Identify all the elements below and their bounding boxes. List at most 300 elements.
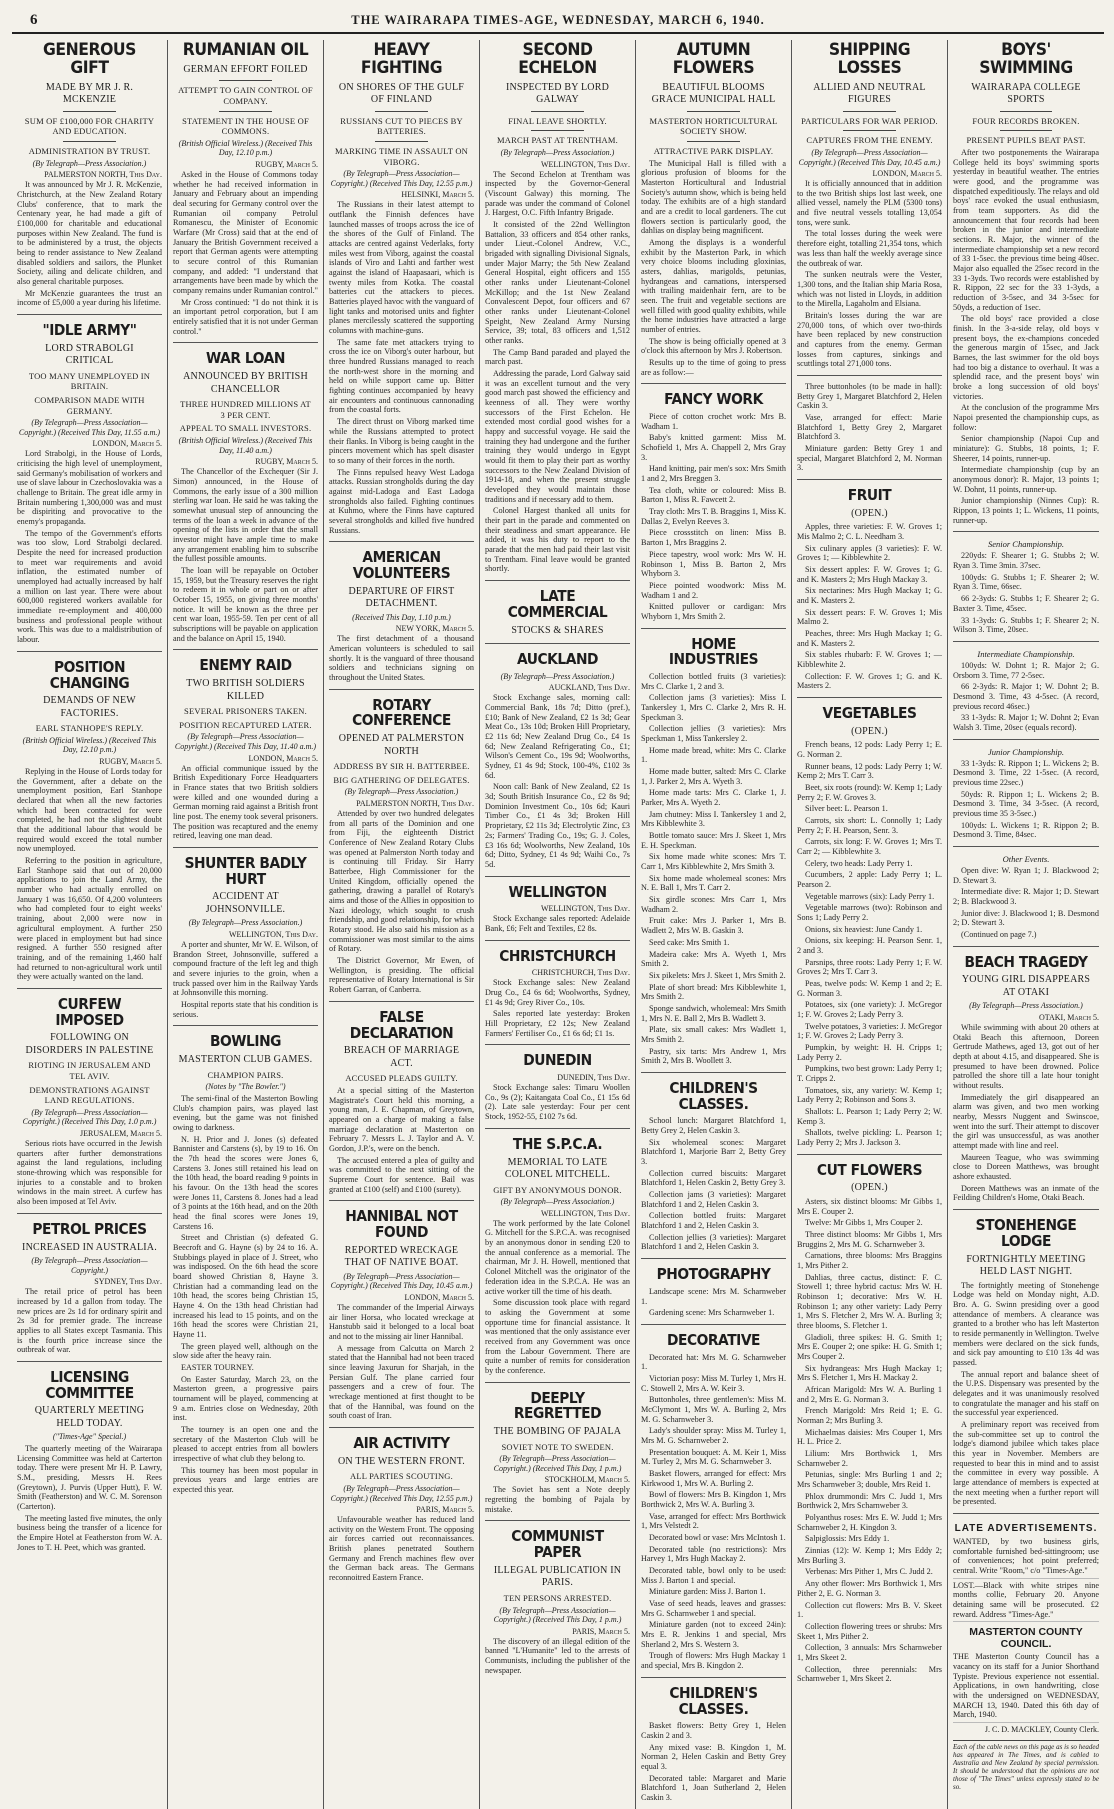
- deck-line: (OPEN.): [851, 507, 888, 519]
- paragraph: It consisted of the 22nd Wellington Battalion, 33 officers and 854 other ranks, under Lieut.-Colonel Andrew, V.C., brigaded with signalling Divisional Signals, under Major Marry; the 5th New Zealand General Hospital, eight officers and 155 other ranks under Lieutenant-Colonel McKillop; and the 1st New Zealand Convalescent Depot, four officers and 67 other ranks under Lieutenant-Colonel Speight, New Zealand Army Nursing Service, 39; total, 83 officers and 1,512 other ranks.: [485, 219, 630, 345]
- deck-line: MARCH PAST AT TRENTHAM.: [497, 135, 618, 146]
- dateline: RUGBY, March 5.: [99, 757, 162, 767]
- wire-credit: (By Telegraph—Press Association.): [500, 671, 615, 681]
- dateline: STOCKHOLM, March 5.: [544, 1475, 630, 1485]
- paragraph: Trough of flowers: Mrs Hugh Mackay 1 and special, Mrs B. Kingdon 2.: [641, 1651, 786, 1671]
- paragraph: Noon call: Bank of New Zealand, £2 1s 3d; South British Insurance Co., £2 8s 9d; Dominion Investment Co., 10s 6d; Kauri Timber Co., £1 4s 3d; Broken Hill Proprietary, £2 11s 3d; Electrolytic Zinc, £3 2s; Farmers' Trading Co., 19s; G. J. Coles, £3 16s 6d; Woolworths, New Zealand, 10s 6d; Ditto, Sydney, £1 4s 9d; Waihi Co., 7s 5d.: [485, 782, 630, 869]
- article: [485, 1044, 630, 1121]
- deck-line: SUM OF £100,000 FOR CHARITY AND EDUCATION.: [24, 115, 155, 137]
- article: [641, 42, 786, 377]
- paragraph: Piece crossstitch on linen: Miss B. Barton 1, Mrs Braggins 2.: [641, 528, 786, 548]
- article: [953, 531, 1099, 634]
- paragraph: The District Governor, Mr Ewen, of Wellington, is presiding. The official representative of Rotary International is Sir Robert Garran, of Canberra.: [329, 956, 474, 995]
- paragraph: The tempo of the Government's efforts was too slow, Lord Strabolgi declared. Despite the need for increased production to meet war requirements and avoid inflation, the estimated number of unemployed had actually increased by half a million on last year. There were about 600,000 registered workers available for immediate re-employment and 400,000 business and professional people without work. This was due to a maldistribution of labour.: [17, 528, 162, 645]
- article: [953, 1209, 1099, 1507]
- paragraph: Onions, six keeping: H. Pearson Senr. 1, 2 and 3.: [797, 936, 942, 955]
- article: [329, 541, 474, 682]
- deck-line: ADMINISTRATION BY TRUST.: [28, 145, 151, 156]
- dateline: SYDNEY, This Day.: [94, 1277, 162, 1287]
- headline: CHILDREN'S CLASSES.: [669, 1078, 758, 1113]
- paragraph: Six wholemeal scones: Margaret Blatchford 1, Marjorie Barr 2, Betty Grey 3.: [641, 1137, 786, 1167]
- paragraph: Lady's shoulder spray: Miss M. Turley 1, Mrs M. G. Scharnweber 2.: [641, 1426, 786, 1446]
- paragraph: Results up to the time of going to press are as follow:—: [641, 358, 786, 377]
- paragraph: After two postponements the Wairarapa College held its boys' swimming sports yesterday in beautiful weather. The entries were good, and the programme was dispatched expeditiously. The relays and old boys' race evoked the usual enthusiasm, from team supporters. As did the announcement that four records had been broken in the junior and intermediate sections. R. Major, the winner of the intermediate championship set a new record of 33 1-5sec. the previous time being 40sec. Major also equalled the 25sec record in the 33 1-3yds. Two records were established by R. Rippon, 22 sec for the 33 1-3yds, a reduction of 3-5sec, and 34 3-5sec for 50yds, a reduction of 1sec.: [953, 147, 1099, 312]
- paragraph: Six culinary apples (3 varieties): F. W. Groves 1; — Kibblewhite 2.: [797, 543, 942, 563]
- paragraph: (Continued on page 7.): [961, 929, 1037, 939]
- headline: BOYS' SWIMMING: [979, 40, 1073, 78]
- paragraph: African Marigold: Mrs W. A. Burling 1 and 2, Mrs E. G. Norman 3.: [797, 1385, 942, 1404]
- deck-line: ATTEMPT TO GAIN CONTROL OF COMPANY.: [178, 85, 313, 106]
- headline: DEEPLY REGRETTED: [513, 1388, 602, 1423]
- headline: LICENSING COMMITTEE: [45, 1367, 134, 1402]
- headline: FALSE DECLARATION: [349, 1007, 454, 1042]
- divider-rule: [1000, 130, 1053, 131]
- headline: POSITION CHANGING: [49, 657, 130, 692]
- paragraph: Collection, 3 annuals: Mrs Scharnweber 1, Mrs Skeet 2.: [797, 1643, 942, 1662]
- notice-heading: MASTERTON COUNTY COUNCIL.: [969, 1626, 1083, 1651]
- paragraph: While swimming with about 20 others at Otaki Beach this afternoon, Doreen Gertrude Mathews, aged 13, got out of her depth at about 4.15, and disappeared. She is presumed to have been drowned. Police patrolled the shore till a late hour tonight without results.: [953, 1022, 1099, 1090]
- headline: ENEMY RAID: [199, 656, 292, 675]
- dateline: HELSINKI, March 5.: [401, 190, 474, 200]
- paragraph: Vegetable marrows (six): Lady Perry 1.: [805, 891, 935, 901]
- divider-rule: [219, 80, 271, 81]
- paragraph: Six girdle scones: Mrs Carr 1, Mrs Wadham 2.: [641, 895, 786, 914]
- paragraph: The first detachment of a thousand American volunteers is scheduled to sail shortly. It is the vanguard of three thousand soldiers and technicians signing on throughout the United States.: [329, 634, 474, 682]
- paragraph: A preliminary report was received from the sub-committee set up to control the lodge's diamond jubilee which takes place this year in November. Members are requested to bear this in mind and to assist the committee in every way possible. A large attendance of members is expected at the next meeting when a further report will be presented.: [953, 1419, 1099, 1507]
- dateline: JERUSALEM, March 5.: [79, 1129, 162, 1139]
- paragraph: Beet, six roots (round): W. Kemp 1; Lady Perry 2; F. W. Groves 3.: [797, 782, 942, 802]
- article: [641, 1258, 786, 1318]
- paragraph: Collection jellies (3 varieties): Mrs Speckman 1, Miss Tankersley 2.: [641, 724, 786, 744]
- dateline: OTAKI, March 5.: [1038, 1012, 1099, 1022]
- paragraph: Gladioli, three spikes: H. G. Smith 1; Mrs E. Couper 2; one spike: H. G. Smith 1; Mrs Couper 2.: [797, 1332, 942, 1362]
- deck-line: SOVIET NOTE TO SWEDEN.: [501, 1441, 614, 1452]
- headline: WAR LOAN: [206, 349, 285, 368]
- paragraph: Home made bread, white: Mrs C. Clarke 1.: [641, 745, 786, 765]
- paragraph: Miniature garden: Miss J. Barton 1.: [649, 1587, 766, 1597]
- wire-credit: (By Telegraph—Press Association.): [500, 1197, 615, 1207]
- column-4: [480, 40, 636, 1809]
- deck-line: BIG GATHERING OF DELEGATES.: [333, 774, 470, 785]
- section-subheading: Other Events.: [1002, 853, 1050, 864]
- paragraph: 66 2-3yds: R. Major 1; W. Dohnt 2; B. Desmond 3. Time, 43 4-5sec. (A record, previous record 46sec.): [953, 682, 1099, 711]
- deck-line: MADE BY MR J. R. MCKENZIE: [45, 81, 134, 106]
- paragraph: Street and Christian (s) defeated G. Beecroft and G. Hayne (s) by 24 to 16. A. Stubbings played in place of J. Street, who was indisposed. On the 6th head the score board showed Christian 8, Hayne 3. Christian had a commanding lead on the 10th head, the scores being Christian 15, Hayne 4. On the 13th head Christian had increased his lead to 15 points, and on the 16th head the scores were Christian 21, Hayne 11.: [173, 1233, 318, 1339]
- deck-line: LORD STRABOLGI CRITICAL: [45, 342, 134, 367]
- deck-line: FORTNIGHTLY MEETING HELD LAST NIGHT.: [966, 1253, 1086, 1278]
- headline: HOME INDUSTRIES: [668, 634, 759, 669]
- dateline: WELLINGTON, This Day.: [540, 159, 630, 169]
- paragraph: Seed cake: Mrs Smith 1.: [649, 937, 730, 947]
- deck-line: GIFT BY ANONYMOUS DONOR.: [493, 1184, 622, 1195]
- article: [953, 846, 1099, 940]
- paragraph: Home made tarts: Mrs C. Clarke 1, J. Parker, Mrs A. Wyeth 2.: [641, 788, 786, 808]
- paragraph: Six pikelets: Mrs J. Skeet 1, Mrs Smith 2.: [649, 970, 786, 980]
- article: [329, 689, 474, 995]
- article: [485, 580, 630, 637]
- deck-line: ACCUSED PLEADS GUILTY.: [345, 1073, 458, 1084]
- paragraph: Three buttonholes (to be made in hall): Betty Grey 1, Margaret Blatchford 2, Helen Caskin 3.: [797, 381, 942, 411]
- paragraph: Decorated bowl or vase: Mrs McIntosh 1.: [649, 1533, 786, 1543]
- paragraph: Collection jellies (3 varieties): Margaret Blatchford 1 and 2, Helen Caskin 3.: [641, 1232, 786, 1252]
- paragraph: Lord Strabolgi, in the House of Lords, criticising the high level of unemployment, said Germany's mobilisation of workers and use of slave labour in Czechoslovakia was a challenge to Britain. The great idle army in Britain numbering 1,300,000 was and must be dispiriting and provocative to the enemy's propaganda.: [17, 449, 162, 527]
- paragraph: Intermediate championship (cup by an anonymous donor): R. Major, 13 points 1; W. Dohnt, 11 points, runner-up.: [953, 465, 1099, 494]
- paragraph: Vegetable marrows (two): Robinson and Sons 1; Lady Perry 2.: [797, 903, 942, 922]
- article: [173, 847, 318, 1019]
- paragraph: At the conclusion of the programme Mrs Napoi presented the championship cups, as follow:: [953, 403, 1099, 432]
- paragraph: Zinnias (12): W. Kemp 1; Mrs Eddy 2; Mrs Burling 3.: [797, 1546, 942, 1565]
- headline: AIR ACTIVITY: [353, 1434, 450, 1453]
- deck-line: RUSSIANS CUT TO PIECES BY BATTERIES.: [340, 115, 463, 137]
- masthead: [12, 8, 1104, 34]
- headline: AUTUMN FLOWERS: [672, 40, 755, 78]
- headline: ROTARY CONFERENCE: [352, 695, 451, 730]
- paragraph: Fruit cake: Mrs J. Parker 1, Mrs B. Wadlett 2, Mrs W. B. Gaskin 3.: [641, 916, 786, 936]
- wire-credit: (By Telegraph—Press Association—Copyright.) (Received This Day, 12.55 p.m.): [330, 1483, 473, 1503]
- paragraph: Shallots, twelve pickling: L. Pearson 1; Lady Perry 2; Mrs J. Jackson 3.: [797, 1128, 942, 1148]
- divider-rule: [843, 130, 895, 131]
- deck-line: MEMORIAL TO LATE COLONEL MITCHELL.: [504, 1156, 611, 1181]
- paragraph: The show is being officially opened at 3 o'clock this afternoon by Mrs J. Robertson.: [641, 336, 786, 356]
- paragraph: Jam chutney: Miss I. Tankersley 1 and 2, Mrs Kibblewhite 3.: [641, 809, 786, 829]
- paragraph: Addressing the parade, Lord Galway said it was an excellent turnout and the very good march past showed the efficiency and keenness of all. They were worthy successors of the First Echelon. He extended most cordial good wishes for a happy and successful voyage. He said the training they had undergone and the further training they would undergo in Egypt would fit them to play their part as worthy successors to the New Zealand Division of 1914-18, and when the present struggle developed they would maintain those traditions and if necessary add to them.: [485, 368, 630, 504]
- paragraph: French Marigold: Mrs Reid 1; E. G. Norman 2; Mrs Burling 3.: [797, 1406, 942, 1426]
- paragraph: Phlox drummondi: Mrs C. Judd 1, Mrs Borthwick 2, Mrs Scharnweber 3.: [797, 1491, 942, 1511]
- paragraph: Six hydrangeas: Mrs Hugh Mackay 1; Mrs S. Fletcher 1, Mrs H. Mackay 2.: [797, 1363, 942, 1383]
- paragraph: Apples, three varieties: F. W. Groves 1; Mis Malmo 2; C. L. Needham 3.: [797, 522, 942, 541]
- wire-credit: (By Telegraph—Press Association—Copyright.) (Received This Day, 11.55 a.m.): [18, 418, 161, 437]
- deck-line: FOUR RECORDS BROKEN.: [972, 115, 1080, 126]
- paragraph: Replying in the House of Lords today for the Government, after a debate on the unemployment position, Earl Stanhope declared that when all the new factories which had been contracted for were completed, he had not the slightest doubt that the additional labour that would be required would exceed the total number now unemployed.: [17, 767, 162, 854]
- deck-line: FINAL LEAVE SHORTLY.: [508, 115, 607, 126]
- wire-credit: (British Official Wireless.) (Received This Day, 11.40 a.m.): [178, 436, 313, 455]
- headline: SHUNTER BADLY HURT: [184, 853, 307, 888]
- article: [485, 940, 630, 1039]
- wire-credit: ("Times-Age" Special.): [52, 1432, 127, 1442]
- deck-line: ANNOUNCED BY BRITISH CHANCELLOR: [183, 371, 308, 395]
- paragraph: Onions, six heaviest: June Candy 1.: [805, 924, 923, 934]
- paragraph: The quarterly meeting of the Wairarapa Licensing Committee was held at Carterton today. There were present Mr H. P. Lawry, S.M., presiding, Messrs H. Rees (Greytown), J. Purvis (Upper Hutt), F. W. Smith (Featherston) and W. C. M. Sorenson (Carterton).: [17, 1443, 162, 1512]
- deck-line: MASTERTON CLUB GAMES.: [178, 1054, 313, 1066]
- paragraph: 50yds: R. Rippon 1; L. Wickens 2; B. Desmond 3. Time, 34 3-5sec. (A record, previous time 35 3-5sec.): [953, 789, 1099, 818]
- paragraph: Britain's losses during the war are 270,000 tons, of which over two-thirds have been replaced by new construction and captures from the enemy. German losses from captures, sinkings and scuttlings total 271,000 tons.: [797, 310, 942, 369]
- article: [953, 42, 1099, 525]
- article: [329, 42, 474, 535]
- paragraph: Six nectarines: Mrs Hugh Mackay 1; G. and K. Masters 2.: [797, 586, 942, 605]
- article: [17, 1213, 162, 1355]
- article: [641, 628, 786, 1066]
- article: [173, 342, 318, 643]
- section-subheading: Senior Championship.: [987, 539, 1065, 550]
- paragraph: Decorated table, bowl only to be used: Miss J. Barton 1 and special.: [641, 1566, 786, 1585]
- column-6: [792, 40, 948, 1809]
- paragraph: Intermediate dive: R. Major 1; D. Stewart 2; B. Blackwood 3.: [953, 887, 1099, 906]
- article: [641, 1324, 786, 1671]
- paragraph: Six stables rhubarb: F. W. Groves 1; — Kibblewhite 2.: [797, 650, 942, 669]
- paragraph: The direct thrust on Viborg marked time while the Russians attempted to protect their flanks. In Viborg is being caught in the pincers movement which has spelt disaster to so many of their forces in the north.: [329, 417, 474, 465]
- dateline: WELLINGTON, This Day.: [540, 904, 630, 914]
- paragraph: Polyanthus roses: Mrs E. W. Judd 1; Mrs Scharnweber 2, H. Kingdon 3.: [797, 1513, 942, 1532]
- deck-line: INSPECTED BY LORD GALWAY: [505, 81, 610, 106]
- headline: LATE COMMERCIAL: [507, 587, 608, 621]
- article: [485, 1128, 630, 1376]
- paragraph: The loan will be repayable on October 15, 1959, but the Treasury reserves the right to redeem it in whole or part on or after October 15, 1955, on giving three months' notice. It will be known as the three per cent war loan, 1955-59. Ten per cent of all subscriptions will be payable on application and the balance on April 15, 1940.: [173, 565, 318, 643]
- deck-line: STOCKS & SHARES: [511, 624, 604, 636]
- paragraph: It is officially announced that in addition to the two British ships lost last week, one allied vessel, namely the PLM (5300 tons) and five neutral vessels totalling 13,054 tons, were sunk.: [797, 179, 942, 227]
- divider-rule: [1000, 111, 1053, 112]
- paragraph: 33 1-3yds: G. Stubbs 1; F. Shearer 2; N. Wilson 3. Time, 20sec.: [953, 615, 1099, 635]
- column-3: [324, 40, 480, 1809]
- dateline: LONDON, March 5.: [248, 753, 318, 763]
- paragraph: Three distinct blooms: Mr Gibbs 1, Mrs Bruggins 2, Mrs M. G. Scharnweber 3.: [797, 1229, 942, 1249]
- divider-rule: [687, 141, 739, 142]
- paragraph: The green played well, although on the slow side after the heavy rain.: [173, 1341, 318, 1361]
- paragraph: N. H. Prior and J. Jones (s) defeated Bannister and Carstens (s), by 19 to 16. On the 7th head the scores were Jones 6, Carstens 3. Jones still retained his lead on the 10th head, the board reading 9 points in his favour. On the 13th head the scores were Jones 11, Carstens 8. Jones had a lead of 3 points at the 16th head, and on the 20th head the final scores were Jones 19, Carstens 16.: [173, 1134, 318, 1231]
- dateline: LONDON, March 5.: [872, 169, 942, 179]
- headline: HEAVY FIGHTING: [360, 40, 443, 78]
- deck-line: ILLEGAL PUBLICATION IN PARIS.: [493, 1564, 622, 1589]
- article: [17, 42, 162, 308]
- deck-line: REPORTED WRECKAGE THAT OF NATIVE BOAT.: [344, 1244, 459, 1269]
- paragraph: Asked in the House of Commons today whether he had received information in January and February about an impending deal securing for Germany control over the Rumanian oil company Petrolul Romanescu, the Minister of Economic Warfare (Mr Cross) said that at the end of January the British Government received a report that German agents were attempting to secure control of this Rumanian company, and added: "I understand that arrangements have been made by which the company remains under Rumanian control.": [173, 170, 318, 296]
- paragraph: Parsnips, three roots: Lady Perry 1; F. W. Groves 2; Mrs T. Carr 3.: [797, 957, 942, 977]
- paragraph: The sunken neutrals were the Vester, 1,300 tons, and the Italian ship Maria Rosa, which was not listed in Lloyds, in addition to the Mirella, Lagaholm and Elsiana.: [797, 270, 942, 309]
- divider-rule: [375, 141, 427, 142]
- headline: GENEROUS GIFT: [43, 40, 136, 78]
- headline: FANCY WORK: [664, 390, 763, 409]
- paragraph: Madeira cake: Mrs A. Wyeth 1, Mrs Smith 2.: [641, 949, 786, 969]
- deck-line: STATEMENT IN THE HOUSE OF COMMONS.: [182, 115, 309, 137]
- wire-credit: (British Official Wireless.) (Received This Day, 12.10 p.m.): [178, 138, 313, 158]
- article: [485, 42, 630, 574]
- paragraph: Pumpkins, two best grown: Lady Perry 1; T. Cripps 2.: [797, 1064, 942, 1084]
- headline: CHRISTCHURCH: [499, 946, 616, 965]
- masthead-title: THE WAIRARAPA TIMES-AGE, WEDNESDAY, MARCH 6, 1940.: [351, 13, 765, 27]
- divider-rule: [843, 111, 895, 112]
- deck-line: TOO MANY UNEMPLOYED IN BRITAIN.: [28, 370, 151, 392]
- dateline: RUGBY, March 5.: [255, 457, 318, 467]
- wire-credit: (By Telegraph—Press Association—Copyright.) (Received This Day, 12.55 p.m.): [330, 169, 473, 188]
- article: [797, 1154, 942, 1684]
- headline: BEACH TRAGEDY: [964, 952, 1088, 971]
- deck-line: CAPTURES FROM THE ENEMY.: [806, 135, 933, 146]
- paragraph: The work performed by the late Colonel G. Mitchell for the S.P.C.A. was recognised by an anonymous donor in sending £20 to the annual conference as a memorial. The chairman, Mr J. H. Howell, mentioned that Colonel Mitchell was the originator of the federation idea in the S.P.C.A. He was an active worker till the time of his death.: [485, 1218, 630, 1296]
- paragraph: The Municipal Hall is filled with a glorious profusion of blooms for the Masterton Horticultural and Industrial Society's autumn show, which is being held today. The exhibits are of a high standard and are a credit to local gardeners. The cut flowers section is particularly good, the dahlias on display being magnificent.: [641, 158, 786, 236]
- deck-line: DEMONSTRATIONS AGAINST LAND REGULATIONS.: [29, 1084, 150, 1106]
- paragraph: The old boys' race provided a close finish. In the 3-a-side relay, old boys v present boys, the ex-champions conceded the generous margin of 15sec, and Jack Barnes, the last swimmer for the old boys had too big a distance to overhaul. It was a splendid race, and the present boys' win broke a long succession of old boys' victories.: [953, 314, 1099, 401]
- paragraph: Any other flower: Mrs Borthwick 1, Mrs Pither 2, E. G. Norman 3.: [797, 1579, 942, 1598]
- paragraph: Miniature garden: Betty Grey 1 and special, Margaret Blatchford 2, M. Norman 3.: [797, 443, 942, 473]
- paragraph: Referring to the position in agriculture, Earl Stanhope said that out of 20,000 applications to join the Land Army, the number who had actually enrolled on January 1 was 16,650. Of 4,200 volunteers who had completed four to eight weeks' training, about 2,000 were now in agricultural employment. A further 250 were placed in employment but had since resigned. A further 550 resigned after training, and of the remaining 1,460 half had returned to non-agricultural work until they were actually wanted on the land.: [17, 856, 162, 982]
- paragraph: School lunch: Margaret Blatchford 1, Betty Grey 2, Helen Caskin 3.: [641, 1116, 786, 1136]
- headline: THE S.P.C.A.: [512, 1134, 603, 1153]
- paragraph: Celery, two heads: Lady Perry 1.: [805, 858, 913, 868]
- paragraph: 33 1-3yds: R. Rippon 1; L. Wickens 2; B. Desmond 3. Time, 22 1-5sec. (A record, previous time 22sec.): [953, 758, 1099, 787]
- paragraph: The total losses during the week were therefore eight, totalling 21,354 tons, which was less than half the weekly average since the outbreak of war.: [797, 229, 942, 268]
- paragraph: Maureen Teague, who was swimming close to Doreen Matthews, was brought ashore exhausted.: [953, 1152, 1099, 1182]
- paragraph: Vase, arranged for effect: Mrs Borthwick 1, Mrs Velstedt 2.: [641, 1511, 786, 1531]
- column-1: [12, 40, 168, 1809]
- paragraph: Tomatoes, six, any variety: W. Kemp 1; Lady Perry 2; Robinson and Sons 3.: [797, 1085, 942, 1105]
- paragraph: Vase of seed heads, leaves and grasses: Mrs G. Scharnweber 1 and special.: [641, 1599, 786, 1618]
- paragraph: Unfavourable weather has reduced land activity on the Western Front. The opposing air forces carried out reconnaissances. British planes penetrated Southern Germany and French machines flew over the German back areas. The Germans reconnoitred Eastern France.: [329, 1515, 474, 1583]
- paragraph: Basket flowers, arranged for effect: Mrs Kirkwood 1, Mrs W. A. Burling 2.: [641, 1469, 786, 1488]
- paragraph: Home made butter, salted: Mrs C. Clarke 1, J. Parker 2, Mrs A. Wyeth 3.: [641, 767, 786, 786]
- paragraph: Asters, six distinct blooms: Mr Gibbs 1, Mrs E. Couper 2.: [797, 1196, 942, 1216]
- advertisements: [953, 1513, 1099, 1734]
- headline: BOWLING: [209, 1032, 282, 1051]
- paragraph: The same fate met attackers trying to cross the ice on Viborg's outer harbour, but three hundred Russians managed to reach the north-west shore in the morning and held on while support came up. Bitter fighting continues accompanied by heavy air encounters and continuous cannonading from the coastal forts.: [329, 337, 474, 415]
- divider-rule: [375, 111, 427, 112]
- paragraph: The meeting lasted five minutes, the only business being the transfer of a licence for the Empire Hotel at Featherston from W. A. Jones to T. H. Peet, which was granted.: [17, 1513, 162, 1552]
- article: [485, 643, 630, 869]
- paragraph: French beans, 12 pods: Lady Perry 1; E. G. Norman 2.: [797, 740, 942, 759]
- paragraph: Gardening scene: Mrs Scharnweber 1.: [649, 1308, 775, 1318]
- paragraph: Pumpkin, by weight: H. H. Cripps 1; Lady Perry 2.: [797, 1043, 942, 1062]
- paragraph: Stock Exchange sales: New Zealand Drug Co., £4 6s 6d; Woolworths, Sydney, £1 4s 9d; Grey River Co., 10s.: [485, 978, 630, 1007]
- dateline: PARIS, March 5.: [572, 1626, 630, 1636]
- advertisement: WANTED, by two business girls, comfortable furnished bed-sittingroom; use of conveniences; hot point preferred; central. Write "Room," c/o "Times-Age.": [953, 1537, 1099, 1579]
- paragraph: The annual report and balance sheet of the U.P.S. Dispensary was presented by the delegates and it was unanimously resolved to congratulate the manager and his staff on the successful year experienced.: [953, 1369, 1099, 1418]
- article: [485, 1382, 630, 1515]
- deck-line: ALLIED AND NEUTRAL FIGURES: [813, 81, 926, 106]
- paragraph: Collection curred biscuits: Margaret Blatchford 1, Helen Caskin 2, Betty Grey 3.: [641, 1168, 786, 1188]
- wire-credit: (By Telegraph—Press Association.): [32, 158, 147, 168]
- paragraph: Colonel Hargest thanked all units for their part in the parade and commented on their steadiness and smart appearance. He added, it was his duty to report to the parade that the men had paid their last visit to Trentham. Final leave would be granted shortly.: [485, 506, 630, 574]
- paragraph: It was announced by Mr J. R. McKenzie, Christchurch, at the New Zealand Rotary Clubs' conference, that to mark the Centenary year, he had made a gift of £100,000 for charitable and educational purposes within New Zealand. The fund is to be administered by a trust, the objects being to render assistance to New Zealand disabled soldiers and sailors, the Plunket Society, ailing and delicate children, and also general charitable purposes.: [17, 180, 162, 286]
- paragraph: Immediately the girl disappeared an alarm was given, and two men working nearby, Messrs Nuggent and Swinscoe, went into the surf. Their attempt to discover the girl was unsuccessful, as was another attempt made with line and reel.: [953, 1092, 1099, 1151]
- deck-line: DEPARTURE OF FIRST DETACHMENT.: [348, 585, 455, 610]
- article: [17, 1361, 162, 1552]
- article: [797, 375, 942, 473]
- paragraph: Tray cloth: Mrs T. B. Braggins 1, Miss K. Dallas 2, Evelyn Reeves 3.: [641, 507, 786, 526]
- deck-line: OPENED AT PALMERSTON NORTH: [338, 733, 465, 757]
- paragraph: This tourney has been most popular in previous years and large entries are expected this year.: [173, 1465, 318, 1495]
- deck-line: ATTRACTIVE PARK DISPLAY.: [653, 145, 774, 156]
- deck-line: PRESENT PUPILS BEAT PAST.: [966, 135, 1086, 146]
- article: [17, 988, 162, 1207]
- wire-credit: (By Telegraph—Press Association.): [344, 787, 459, 797]
- deck-line: THE BOMBING OF PAJALA: [493, 1426, 622, 1438]
- paragraph: Sponge sandwich, wholemeal: Mrs Smith 1, Mrs N. E. Ball 2, Mrs B. Wadlett 3.: [641, 1003, 786, 1023]
- paragraph: Decorated table (no restrictions): Mrs Harvey 1, Mrs Hugh Mackay 2.: [641, 1544, 786, 1564]
- paragraph: Plate, six small cakes: Mrs Wadlett 1, Mrs Smith 2.: [641, 1025, 786, 1044]
- deck-line: BEAUTIFUL BLOOMS GRACE MUNICIPAL HALL: [651, 81, 776, 106]
- paragraph: The accused entered a plea of guilty and was committed to the next sitting of the Supreme Court for sentence. Bail was granted at £100 (self) and £100 (surety).: [329, 1155, 474, 1194]
- deck-line: (OPEN.): [851, 725, 888, 737]
- paragraph: Dahlias, three cactus, distinct: F. C. Stowell 1; three hybrid cactus: Mrs W. H. Robinson 1; decorative: Mrs W. H. Robinson 1; any other variety: Lady Perry 1, Mrs S. Fletcher 2, Mrs W. A. Burling 3; three blooms, S. Fletcher 1.: [797, 1272, 942, 1331]
- article: [329, 1200, 474, 1421]
- section-subheading: Junior Championship.: [987, 746, 1065, 757]
- paragraph: Victorian posy: Miss M. Turley 1, Mrs H. C. Stowell 2, Mrs A. W. Keir 3.: [641, 1373, 786, 1393]
- paragraph: Peas, twelve pods: W. Kemp 1 and 2; E. G. Norman 3.: [797, 978, 942, 998]
- paragraph: On Easter Saturday, March 23, on the Masterton green, a progressive pairs tournament will be played, commencing at 9 a.m. Entries close on Wednesday, 20th inst.: [173, 1374, 318, 1423]
- paragraph: Knitted pullover or cardigan: Mrs Whyborn 1, Mrs Smith 2.: [641, 602, 786, 621]
- article: [641, 1677, 786, 1803]
- paragraph: An official communique issued by the British Expeditionary Force Headquarters in France states that two British soldiers were killed and one wounded during a German morning raid against a British front line post. The enemy took several prisoners. The position was recaptured and the enemy retired, leaving one man dead.: [173, 763, 318, 841]
- headline: PETROL PRICES: [32, 1219, 147, 1238]
- wire-credit: (By Telegraph—Press Association—Copyright.): [31, 1256, 148, 1275]
- paragraph: At a special sitting of the Masterton Magistrate's Court held this morning, a young man, J. E. Chapman, of Greytown, appeared on a charge of making a false marriage declaration at Masterton on February 7. Messrs L. J. Taylor and A. V. Gordon, J.P.'s, were on the bench.: [329, 1085, 474, 1153]
- paragraph: Runner beans, 12 pods: Lady Perry 1; W. Kemp 2; Mrs T. Carr 3.: [797, 761, 942, 781]
- paragraph: Six dessert apples: F. W. Groves 1; G. and K. Masters 2; Mrs Hugh Mackay 3.: [797, 564, 942, 584]
- article: [953, 946, 1099, 1203]
- paragraph: The Chancellor of the Exchequer (Sir J. Simon) announced, in the House of Commons, the early issue of a 300 million sterling war loan. He said he was taking the somewhat unusual step of announcing the terms of the loan a week in advance of the opening of the lists in order that the small investor might have ample time to make any arrangement enabling him to subscribe the fullest possible amounts.: [173, 467, 318, 564]
- paragraph: Some discussion took place with regard to asking the Government at some opportune time for financial assistance. It was mentioned that the only assistance ever received from any Government was once from the Labour Government. There are quite a number of remits for consideration by the conference.: [485, 1298, 630, 1375]
- deck-line: SEVERAL PRISONERS TAKEN.: [184, 706, 307, 717]
- headline: CUT FLOWERS: [816, 1160, 923, 1179]
- deck-line: THREE HUNDRED MILLIONS AT 3 PER CENT.: [180, 399, 311, 420]
- paragraph: 100yds: W. Dohnt 1; R. Major 2; G. Orsborn 3. Time, 77 2-5sec.: [953, 660, 1099, 680]
- paragraph: Among the displays is a wonderful exhibit by the Masterton Park, in which very choice blooms including gloxinias, asters, dahlias, marigolds, petunias, hydrangeas and carnations, interspersed with trailing maidenhair fern, are to be seen. The fruit and vegetable sections are well filled with good quality exhibits, while the home industries have attracted a large number of entries.: [641, 237, 786, 334]
- paragraph: Piece tapestry, wool work: Mrs W. H. Robinson 1, Miss B. Barton 2, Mrs Whyborn 3.: [641, 549, 786, 579]
- paragraph: Stock Exchange sales, morning call: Commercial Bank, 18s 7d; Ditto (pref.), £10; Bank of New Zealand, £2 1s 3d; Gear Meat Co., 13s 10d; Broken Hill Proprietary, £2 11s 6d; New Zealand Drug Co., £4 1s 6d; New Zealand Refrigerating Co., £1; Wilson's Cement Co., 19s 9d; Woolworths, Sydney, £1 4s 9d; Stock, 100-4%, £102 3s 6d.: [485, 693, 630, 780]
- paragraph: Senior championship (Napoi Cup and miniature): G. Stubbs, 18 points, 1; F. Sheerer, 14 points, runner-up.: [953, 434, 1099, 463]
- paragraph: The Camp Band paraded and played the march past.: [485, 347, 630, 367]
- divider-rule: [63, 141, 115, 142]
- paragraph: Decorated table: Margaret and Marie Blatchford 1, Joan Sutherland 2, Helen Caskin 3.: [641, 1773, 786, 1802]
- paragraph: Junior championship (Ninnes Cup): R. Rippon, 13 points 1; L. Wickens, 11 points, runner-up.: [953, 496, 1099, 525]
- deck-line: ACCIDENT AT JOHNSONVILLE.: [205, 891, 286, 915]
- paragraph: Any mixed vase: B. Kingdon 1, M. Norman 2, Helen Caskin and Betty Grey equal 3.: [641, 1742, 786, 1771]
- divider-rule: [531, 111, 583, 112]
- deck-line: GERMAN EFFORT FOILED: [183, 63, 308, 75]
- paragraph: Collection bottled fruits (3 varieties): Mrs C. Clarke 1, 2 and 3.: [641, 672, 786, 691]
- article: [17, 314, 162, 645]
- paragraph: Carnations, three blooms: Mrs Braggins 1, Mrs Pither 2.: [797, 1251, 942, 1270]
- paragraph: Verbenas: Mrs Pither 1, Mrs C. Judd 2.: [805, 1567, 933, 1577]
- paragraph: Six dessert pears: F. W. Groves 1; Mis Malmo 2.: [797, 607, 942, 627]
- dateline: PALMERSTON NORTH, This Day.: [44, 170, 162, 180]
- paragraph: Collection jams (3 varieties): Miss I. Tankersley 1, Mrs C. Clarke 2, Mrs R. H. Speckman 3.: [641, 693, 786, 722]
- headline: AUCKLAND: [516, 650, 599, 669]
- article: [485, 876, 630, 934]
- paragraph: EASTER TOURNEY.: [181, 1363, 254, 1372]
- paragraph: A message from Calcutta on March 2 stated that the Hannibal had not been traced since leaving Jaxurun for Sharjah, in the Persian Gulf. The plane carried four passengers and a crew of four. The wreckage mentioned at first thought to be that of the Hannibal, was found on the south coast of Iran.: [329, 1343, 474, 1421]
- paragraph: Hand knitting, pair men's sox: Mrs Smith 1 and 2, Mrs Breggen 3.: [641, 464, 786, 484]
- paragraph: Collection bottled fruits: Margaret Blatchford 1 and 2, Helen Caskin 3.: [641, 1211, 786, 1231]
- paragraph: Vase, arranged for effect: Marie Blatchford 1, Betty Grey 2, Margaret Blatchford 3.: [797, 412, 942, 442]
- paragraph: 100yds: L. Wickens 1; R. Rippon 2; B. Desmond 3. Time, 84sec.: [953, 820, 1099, 840]
- headline: WELLINGTON: [508, 882, 607, 901]
- paragraph: The commander of the Imperial Airways air liner Horsa, who located wreckage at Hanstubb said it belonged to a local boat and not to the missing air liner Hannibal.: [329, 1302, 474, 1341]
- deck-line: ON SHORES OF THE GULF OF FINLAND: [338, 81, 465, 106]
- wire-credit: (By Telegraph—Press Association.): [969, 1001, 1083, 1011]
- deck-line: MARKING TIME IN ASSAULT ON VIBORG.: [334, 145, 469, 167]
- dateline: DUNEDIN, This Day.: [557, 1073, 630, 1083]
- paragraph: Collection jams (3 varieties): Margaret Blatchford 1 and 2, Helen Caskin 3.: [641, 1190, 786, 1209]
- paragraph: Buttonholes, three gentlemen's: Miss M. McClymont 1, Mrs W. A. Burling 2, Mrs M. G. Scharnweber 3.: [641, 1395, 786, 1424]
- paragraph: Collection, three perennials: Mrs Scharnweber 1, Mrs Skeet 2.: [797, 1664, 942, 1684]
- article: [173, 42, 318, 336]
- paragraph: Attended by over two hundred delegates from all parts of the Dominion and one from Fiji, the eighteenth District Conference of New Zealand Rotary Clubs was opened at Palmerston North today and is continuing till Friday. Sir Harry Batterbee, High Commissioner for the United Kingdom, officially opened the gathering, drawing a parallel of Rotary's aims and those of the Allies in opposition to Nazi ideology, which sought to crush friendship, and good relationship, for which Rotary stood. He also said his mission as a commissioner was most similar to the aims of Rotary.: [329, 809, 474, 954]
- paragraph: Bowl of flowers: Mrs B. Kingdon 1, Mrs Borthwick 2, Mrs W. A. Burling 3.: [641, 1490, 786, 1510]
- divider-rule: [687, 111, 739, 112]
- paragraph: Potatoes, six (one variety): J. McGregor 1; F. W. Groves 2; Lady Perry 3.: [797, 1000, 942, 1019]
- divider-rule: [63, 111, 115, 112]
- paragraph: The retail price of petrol has been increased by 1d a gallon from today. The new prices are 2s 1d for ordinary spirit and 2s 3d for premier grade. The increase applies to all States except Tasmania. This is the fourth price increase since the outbreak of war.: [17, 1287, 162, 1355]
- headline: CHILDREN'S CLASSES.: [669, 1683, 758, 1718]
- paragraph: 100yds: G. Stubbs 1; F. Shearer 2; W. Ryan 3. Time, 66sec.: [953, 572, 1099, 592]
- wire-credit: (By Telegraph—Press Association—Copyright.) (Received This Day, 1 p.m.): [493, 1454, 622, 1473]
- deck-line: (OPEN.): [851, 1182, 888, 1194]
- headline: HANNIBAL NOT FOUND: [345, 1207, 458, 1242]
- dateline: PALMERSTON NORTH, This Day.: [356, 799, 474, 809]
- paragraph: Petunias, single: Mrs Burling 1 and 2; Mrs Scharnweber 3; double, Mrs Reid 1.: [797, 1470, 942, 1490]
- paragraph: Landscape scene: Mrs M. Scharnweber 1.: [641, 1286, 786, 1306]
- paragraph: The tourney is an open one and the secretary of the Masterton Club will be pleased to accept entries from all bowlers irrespective of what club they belong to.: [173, 1425, 318, 1464]
- paragraph: A porter and shunter, Mr W. E. Wilson, of Brandon Street, Johnsonville, suffered a compound fracture of the left leg and thigh and severe injuries to the groin, when a truck passed over him in the Railway Yards at Johnsonville this morning.: [173, 940, 318, 998]
